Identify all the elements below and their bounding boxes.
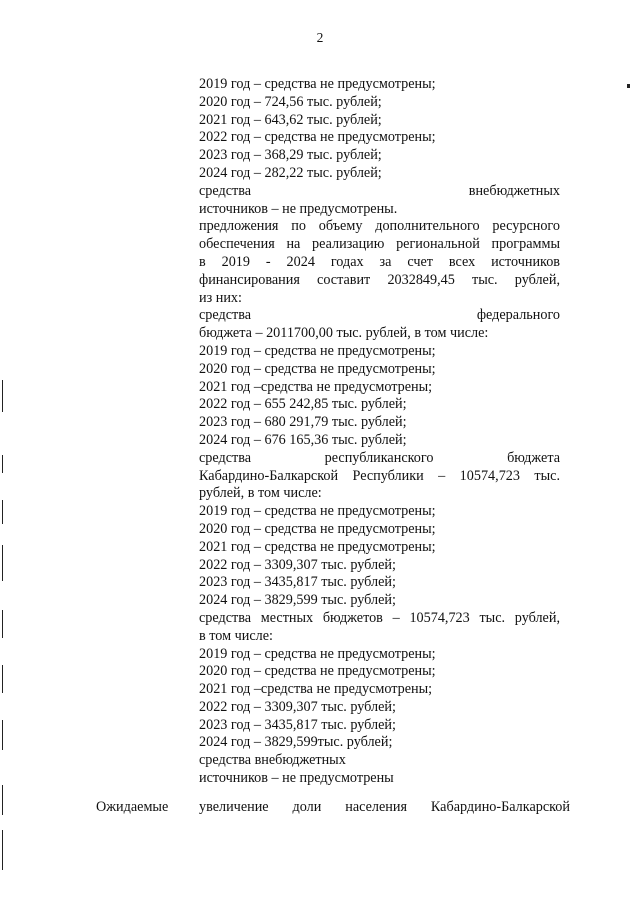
- text-line: 2019 год – средства не предусмотрены;: [199, 342, 436, 359]
- scan-edge-line: [2, 785, 3, 815]
- text-line: 2020 год – средства не предусмотрены;: [199, 663, 436, 680]
- text-line: 2022 год – 3309,307 тыс. рублей;: [199, 698, 396, 715]
- text-line: предложения по объему дополнительного ресурсного: [199, 218, 560, 235]
- text-line: источников – не предусмотрены.: [199, 200, 398, 217]
- scan-edge-line: [2, 720, 3, 750]
- text-line: 2023 год – 3435,817 тыс. рублей;: [199, 716, 396, 733]
- text-line: 2021 год –средства не предусмотрены;: [199, 378, 433, 395]
- text-line: средства федерального: [199, 307, 560, 324]
- text-line: средства местных бюджетов – 10574,723 тыс. рублей,: [199, 609, 560, 626]
- text-line: 2024 год – 676 165,36 тыс. рублей;: [199, 431, 407, 448]
- expected-results-label: Ожидаемые: [96, 799, 169, 815]
- text-line: 2021 год –средства не предусмотрены;: [199, 681, 433, 698]
- text-line: 2023 год – 3435,817 тыс. рублей;: [199, 574, 396, 591]
- text-line: 2022 год – 655 242,85 тыс. рублей;: [199, 396, 407, 413]
- text-line: источников – не предусмотрены: [199, 770, 394, 787]
- scan-edge-line: [2, 545, 3, 581]
- text-line: средства внебюджетных: [199, 182, 560, 199]
- text-line: 2019 год – средства не предусмотрены;: [199, 645, 436, 662]
- text-line: 2019 год – средства не предусмотрены;: [199, 503, 436, 520]
- text-line: 2023 год – 680 291,79 тыс. рублей;: [199, 414, 407, 431]
- text-line: финансирования составит 2032849,45 тыс. рублей,: [199, 271, 560, 288]
- text-line: рублей, в том числе:: [199, 485, 322, 502]
- text-line: 2024 год – 3829,599тыс. рублей;: [199, 734, 393, 751]
- scan-edge-line: [2, 455, 3, 473]
- page-number: 2: [316, 30, 324, 45]
- text-line: 2021 год – средства не предусмотрены;: [199, 538, 436, 555]
- text-line: 2019 год – средства не предусмотрены;: [199, 76, 436, 92]
- text-line: в том числе:: [199, 627, 273, 644]
- text-line: в 2019 - 2024 годах за счет всех источников: [199, 253, 560, 270]
- text-line: Кабардино-Балкарской Республики – 10574,723 тыс.: [199, 467, 560, 484]
- expected-results-text: увеличение доли населения Кабардино-Балкарской: [199, 799, 570, 815]
- scan-edge-line: [2, 830, 3, 870]
- text-line: 2022 год – средства не предусмотрены;: [199, 129, 436, 146]
- scan-edge-line: [2, 610, 3, 638]
- scan-mark: [627, 84, 630, 88]
- scan-edge-line: [2, 665, 3, 693]
- text-line: 2021 год – 643,62 тыс. рублей;: [199, 111, 382, 128]
- text-line: 2023 год – 368,29 тыс. рублей;: [199, 147, 382, 164]
- text-line: 2024 год – 3829,599 тыс. рублей;: [199, 592, 396, 609]
- text-line: 2024 год – 282,22 тыс. рублей;: [199, 164, 382, 181]
- text-line: средства республиканского бюджета: [199, 449, 560, 466]
- text-line: 2020 год – средства не предусмотрены;: [199, 360, 436, 377]
- text-line: 2020 год – 724,56 тыс. рублей;: [199, 93, 382, 110]
- financing-text-block: [199, 76, 560, 788]
- text-line: 2020 год – средства не предусмотрены;: [199, 520, 436, 537]
- text-line: средства внебюджетных: [199, 752, 346, 769]
- text-line: обеспечения на реализацию региональной программы: [199, 236, 560, 253]
- scan-edge-line: [2, 500, 3, 524]
- text-line: бюджета – 2011700,00 тыс. рублей, в том числе:: [199, 325, 489, 342]
- text-line: 2022 год – 3309,307 тыс. рублей;: [199, 556, 396, 573]
- scan-edge-line: [2, 380, 3, 412]
- text-line: из них:: [199, 289, 242, 306]
